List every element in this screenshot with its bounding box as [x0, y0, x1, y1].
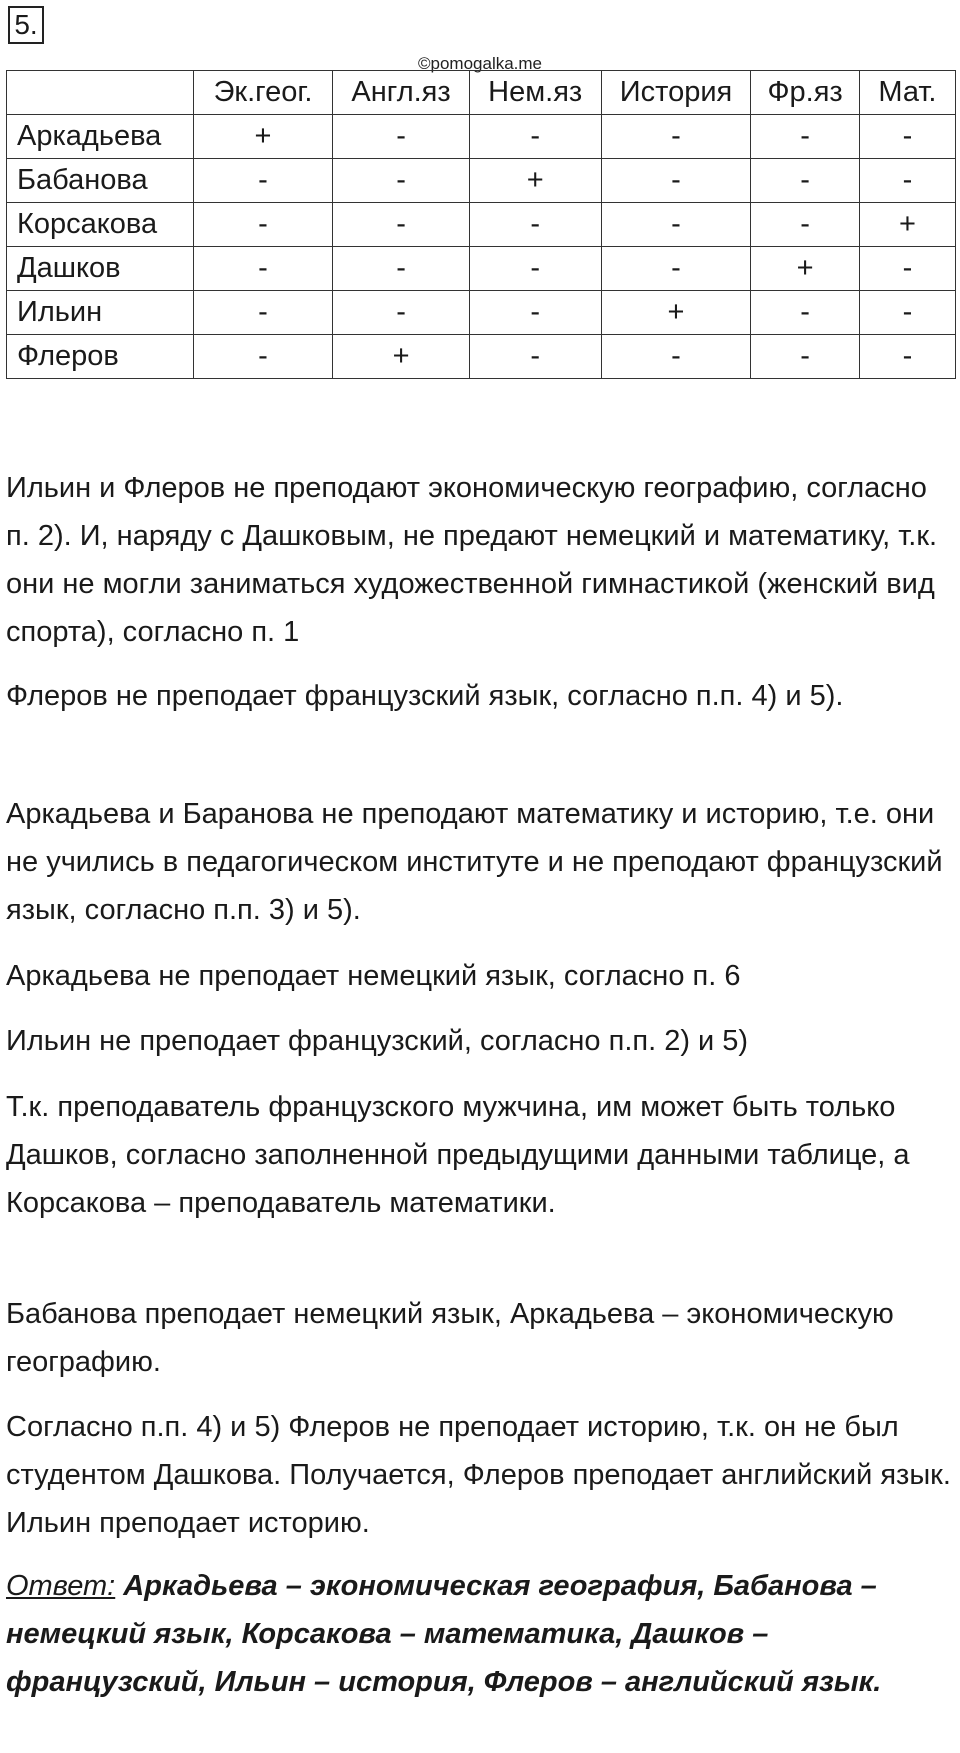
- table-cell: +: [469, 159, 601, 203]
- table-cell: +: [193, 115, 333, 159]
- table-cell: -: [601, 247, 751, 291]
- table-cell: -: [469, 247, 601, 291]
- answer-text: Аркадьева – экономическая география, Бабанова – немецкий язык, Корсакова – математика, Дашков – французский, Ильин – история, Флеров – английский язык.: [6, 1570, 882, 1698]
- table-cell: -: [751, 159, 859, 203]
- row-name-cell: Флеров: [7, 335, 194, 379]
- table-cell: -: [601, 115, 751, 159]
- table-cell: -: [469, 203, 601, 247]
- table-cell: -: [601, 335, 751, 379]
- table-cell: -: [469, 291, 601, 335]
- table-row: [7, 247, 956, 291]
- column-header: История: [601, 71, 751, 115]
- table-cell: -: [859, 247, 955, 291]
- table-cell: -: [333, 159, 469, 203]
- table-cell: +: [751, 247, 859, 291]
- table-cell: +: [333, 335, 469, 379]
- table-cell: -: [859, 335, 955, 379]
- row-name-cell: Ильин: [7, 291, 194, 335]
- table-row: [7, 159, 956, 203]
- row-name-cell: Бабанова: [7, 159, 194, 203]
- solution-paragraph: Флеров не преподает французский язык, согласно п.п. 4) и 5).: [6, 680, 844, 712]
- row-name-cell: Корсакова: [7, 203, 194, 247]
- table-cell: -: [333, 115, 469, 159]
- table-row: [7, 203, 956, 247]
- column-header: Мат.: [859, 71, 955, 115]
- solution-paragraph: Ильин и Флеров не преподают экономическую географию, согласно п. 2). И, наряду с Дашковым, не предают немецкий и математику, т.к. они не могли заниматься художественной гимнастикой (женский вид спорта), согласно п. 1: [6, 472, 938, 648]
- solution-paragraph: Т.к. преподаватель французского мужчина, им может быть только Дашков, согласно заполненной предыдущими данными таблице, а Корсакова – преподаватель математики.: [6, 1091, 910, 1219]
- assignment-table: [6, 70, 956, 379]
- table-cell: -: [751, 115, 859, 159]
- table-cell: -: [469, 115, 601, 159]
- table-cell: -: [859, 115, 955, 159]
- table-cell: -: [193, 291, 333, 335]
- column-header: Фр.яз: [751, 71, 859, 115]
- row-name-cell: Аркадьева: [7, 115, 194, 159]
- table-row: [7, 115, 956, 159]
- table-cell: -: [469, 335, 601, 379]
- table-cell: -: [193, 159, 333, 203]
- table-cell: -: [333, 203, 469, 247]
- table-cell: +: [859, 203, 955, 247]
- column-header: Нем.яз: [469, 71, 601, 115]
- table-cell: -: [193, 247, 333, 291]
- solution-paragraph: Ильин не преподает французский, согласно п.п. 2) и 5): [6, 1025, 749, 1057]
- table-cell: -: [859, 291, 955, 335]
- table-cell: -: [333, 247, 469, 291]
- answer-paragraph: [6, 1562, 954, 1706]
- table-cell: -: [193, 335, 333, 379]
- task-number: 5.: [8, 6, 44, 44]
- watermark: ©pomogalka.me: [417, 54, 543, 73]
- solution-paragraph: Бабанова преподает немецкий язык, Аркадьева – экономическую географию.: [6, 1298, 894, 1378]
- table-cell: -: [601, 203, 751, 247]
- table-cell: -: [751, 335, 859, 379]
- table-cell: -: [751, 291, 859, 335]
- solution-paragraph: Согласно п.п. 4) и 5) Флеров не преподает историю, т.к. он не был студентом Дашкова. Получается, Флеров преподает английский язык. Ильин преподает историю.: [6, 1411, 951, 1539]
- table-corner-cell: [7, 71, 194, 115]
- column-header: Англ.яз: [333, 71, 469, 115]
- solution-paragraph: Аркадьева не преподает немецкий язык, согласно п. 6: [6, 960, 741, 992]
- table-row: [7, 335, 956, 379]
- table-cell: -: [859, 159, 955, 203]
- table-cell: -: [193, 203, 333, 247]
- table-cell: -: [333, 291, 469, 335]
- table-cell: -: [751, 203, 859, 247]
- row-name-cell: Дашков: [7, 247, 194, 291]
- column-header: Эк.геог.: [193, 71, 333, 115]
- table-row: [7, 291, 956, 335]
- solution-paragraph: Аркадьева и Баранова не преподают математику и историю, т.е. они не учились в педагогическом институте и не преподают французский язык, согласно п.п. 3) и 5).: [6, 798, 943, 926]
- table-cell: -: [601, 159, 751, 203]
- answer-label: Ответ:: [6, 1570, 116, 1602]
- table-header-row: [7, 71, 956, 115]
- table-cell: +: [601, 291, 751, 335]
